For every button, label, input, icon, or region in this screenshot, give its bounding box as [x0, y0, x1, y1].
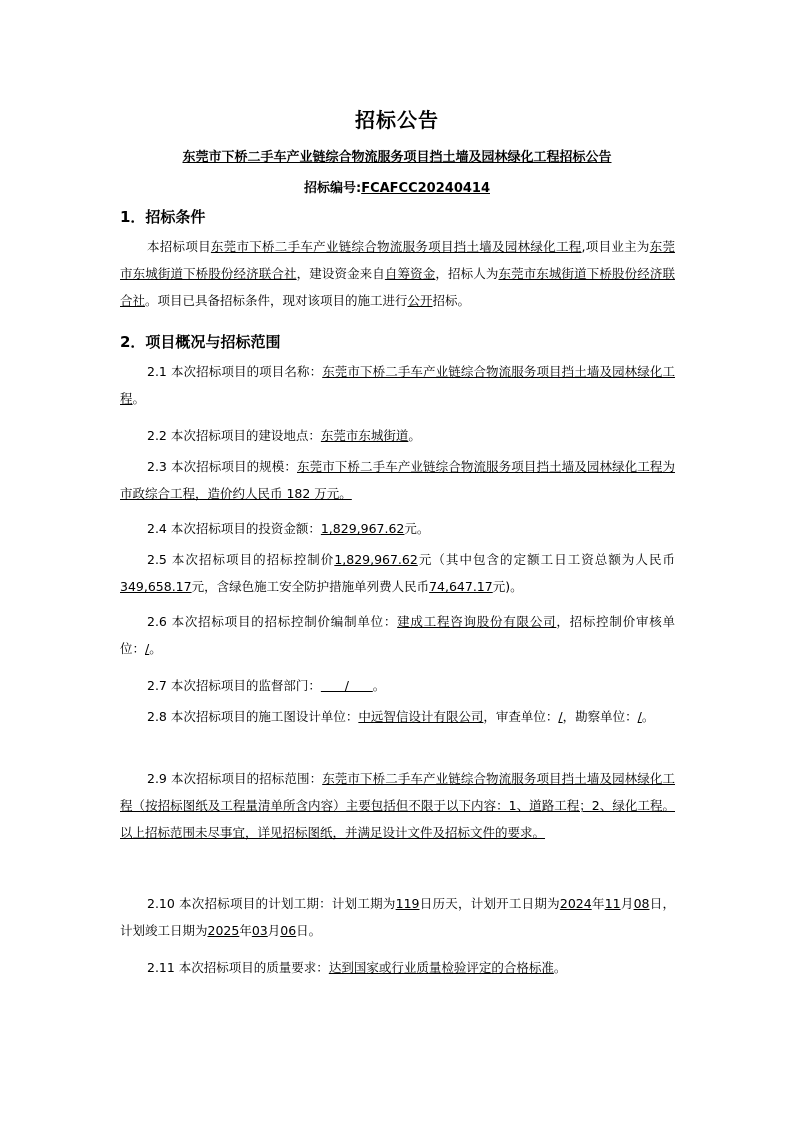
label: 2.8 本次招标项目的施工图设计单位： [147, 709, 359, 724]
page-title: 招标公告 [355, 108, 439, 132]
punct: 。 [641, 709, 655, 724]
text: 元，含绿色施工安全防护措施单列费人民币 [191, 579, 430, 594]
punct: 。 [553, 960, 567, 975]
tender-code-label: 招标编号: [303, 181, 362, 196]
text: 元（其中包含的定额工日工资总额为人民币 [417, 552, 675, 567]
start-day: 08 [633, 896, 650, 911]
label: 2.4 本次招标项目的投资金额： [147, 521, 321, 536]
tender-method: 公开 [407, 293, 433, 308]
label: 2.1 本次招标项目的项目名称： [147, 364, 323, 379]
text: 日历天，计划开工日期为 [419, 896, 560, 911]
paragraph-2-6 [120, 608, 675, 662]
end-month: 03 [251, 923, 268, 938]
text: 月 [620, 896, 634, 911]
label: 2.3 本次招标项目的规模： [147, 459, 297, 474]
project-name: 东莞市下桥二手车产业链综合物流服务项目挡土墙及园林绿化工程 [210, 239, 582, 254]
paragraph-2-10 [120, 890, 675, 944]
investment-amount: 1,829,967.62 [320, 521, 405, 536]
label: 2.7 本次招标项目的监督部门： [147, 678, 321, 693]
wage-total: 349,658.17 [120, 579, 192, 594]
paragraph-2-11 [120, 954, 675, 981]
paragraph-2-3 [120, 453, 675, 507]
paragraph-2-8 [120, 703, 675, 730]
text: 月 [267, 923, 281, 938]
tender-code [0, 177, 794, 196]
review-unit: / [558, 709, 563, 724]
document-subtitle: 东莞市下桥二手车产业链综合物流服务项目挡土墙及园林绿化工程招标公告 [182, 150, 612, 165]
end-day: 06 [280, 923, 297, 938]
punct: 。 [149, 641, 162, 656]
survey-unit: / [637, 709, 642, 724]
paragraph-2-5 [120, 546, 675, 600]
label: 2.5 本次招标项目的招标控制价 [147, 552, 335, 567]
location: 东莞市东城街道 [320, 428, 409, 443]
paragraph-2-4 [120, 515, 675, 542]
start-year: 2024 [559, 896, 592, 911]
safety-fee: 74,647.17 [429, 579, 493, 594]
text: ，招标控制价审核单位： [120, 614, 675, 656]
punct: 。 [408, 428, 421, 443]
text: ，招标人为 [435, 266, 499, 281]
price-auditor: / [145, 641, 150, 656]
text: 本招标项目 [147, 239, 211, 254]
tender-scope: 东莞市下桥二手车产业链综合物流服务项目挡土墙及园林绿化工程（按招标图纸及工程量清单所含内容）主要包括但不限于以下内容：1、道路工程；2、绿化工程。以上招标范围未尽事宜，详见招标图纸，并满足设计文件及招标文件的要求。 [120, 771, 675, 840]
start-month: 11 [604, 896, 621, 911]
project-owner: 东莞市东城街道下桥股份经济联合社 [120, 239, 675, 281]
text: ，建设资金来自 [296, 266, 385, 281]
label: 2.11 本次招标项目的质量要求： [147, 960, 329, 975]
punct: 日。 [296, 923, 322, 938]
label: 2.2 本次招标项目的建设地点： [147, 428, 321, 443]
tenderer: 东莞市东城街道下桥股份经济联合社 [120, 266, 675, 308]
section-2-heading: 2．项目概况与招标范围 [120, 333, 281, 351]
project-scale: 东莞市下桥二手车产业链综合物流服务项目挡土墙及园林绿化工程为市政综合工程，造价约人民币 182 万元。 [120, 459, 675, 501]
design-unit: 中远智信设计有限公司 [358, 709, 484, 724]
fund-source: 自筹资金 [384, 266, 436, 281]
paragraph-2-7 [120, 672, 675, 699]
section-1-heading: 1．招标条件 [120, 208, 206, 226]
punct: 。 [132, 391, 146, 406]
text: 日，计划竣工日期为 [120, 896, 675, 938]
paragraph-2-1 [120, 358, 675, 412]
text: 年 [239, 923, 252, 938]
supervision-dept: / [320, 678, 373, 693]
control-price: 1,829,967.62 [334, 552, 418, 567]
project-name: 东莞市下桥二手车产业链综合物流服务项目挡土墙及园林绿化工程 [120, 364, 675, 406]
text: ,项目业主为 [581, 239, 650, 254]
end-year: 2025 [207, 923, 240, 938]
label: 2.6 本次招标项目的招标控制价编制单位： [147, 614, 398, 629]
label: 2.9 本次招标项目的招标范围： [147, 771, 323, 786]
punct: 元。 [404, 521, 430, 536]
price-compiler: 建成工程咨询股份有限公司 [397, 614, 557, 629]
quality-requirement: 达到国家或行业质量检验评定的合格标准 [328, 960, 554, 975]
text: 招标。 [432, 293, 471, 308]
paragraph-2-2 [120, 422, 675, 449]
punct: 。 [372, 678, 386, 693]
duration-days: 119 [395, 896, 420, 911]
text: ，审查单位： [483, 709, 559, 724]
paragraph-2-9 [120, 765, 675, 846]
punct: 元)。 [492, 579, 523, 594]
section-1-paragraph [120, 233, 675, 314]
text: ，勘察单位： [562, 709, 638, 724]
tender-code-value: FCAFCC20240414 [361, 181, 490, 196]
label: 2.10 本次招标项目的计划工期：计划工期为 [147, 896, 396, 911]
text: 。项目已具备招标条件，现对该项目的施工进行 [145, 293, 408, 308]
text: 年 [591, 896, 605, 911]
